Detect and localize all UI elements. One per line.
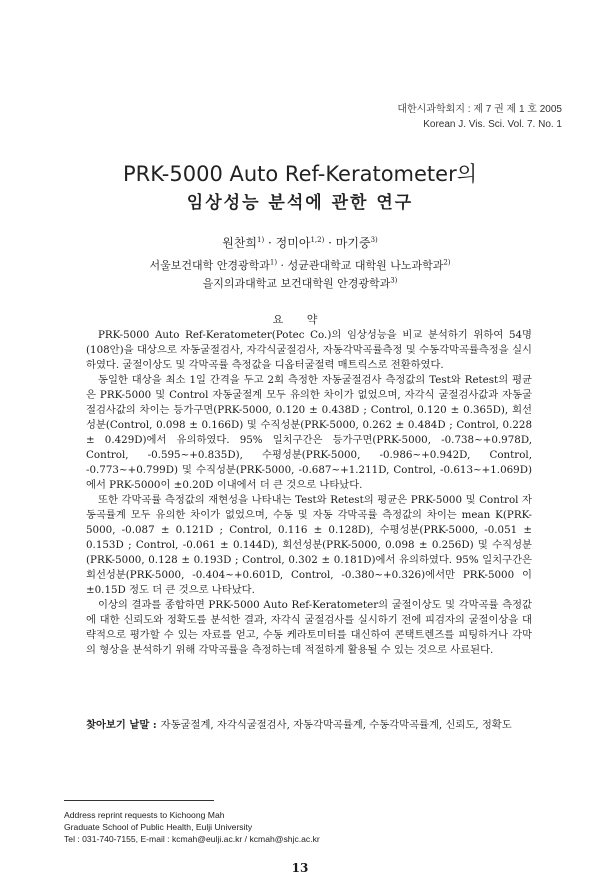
abstract-paragraph: 또한 각막곡률 측정값의 재현성을 나타내는 Test와 Retest의 평균은 PRK-5000 및 Control 자동곡률계 모두 유의한 차이가 없었으며, 수동 및 자동 각막곡률 측정값의 차이는 mean K(PRK-5000, -0.087 ± 0.121D ; Control, 0.116 ± 0.128D), 수평성분(PRK-5000, -0.051 ± 0.153D ; Control, -0.061 ± 0.144D), 회선성분(PRK-5000, 0.098 ± 0.256D) 및 수직성분(PRK-5000, 0.128 ± 0.193D ; Control, 0.302 ± 0.181D)에서 유의하였다. 95% 일치구간은 회선성분(PRK-5000, -0.404~+0.601D, Control, -0.380~+0.326)에서만 PRK-5000 이 ±0.15D 정도 더 큰 것으로 나타났다. <box>86 494 532 596</box>
affiliation-line-2 <box>0 275 600 291</box>
author-3-sup: 3) <box>370 236 378 244</box>
author-sep: · <box>264 236 276 250</box>
footnote-line-1: Address reprint requests to Kichoong Mah <box>64 810 225 820</box>
author-3: 마기중 <box>335 236 371 250</box>
abstract-paragraph: PRK-5000 Auto Ref-Keratometer(Potec Co.)의 임상성능을 비교 분석하기 위하여 54명(108안)을 대상으로 자동굴절검사, 자각식굴절검사, 자동각막곡률측정 및 수동각막곡률측정을 실시하였다. 굴절이상도 및 각막곡률 측정값을 디옵터굴절력 매트릭스로 전환하였다. <box>86 329 532 371</box>
author-2-sup: 1,2) <box>310 236 325 244</box>
abstract-paragraph: 이상의 결과를 종합하면 PRK-5000 Auto Ref-Keratometer의 굴절이상도 및 각막곡률 측정값에 대한 신뢰도와 정확도를 분석한 결과, 자각식 굴절검사를 실시하기 전에 피검자의 굴절이상을 대략적으로 평가할 수 있는 자료를 얻고, 수동 케라토미터를 대신하여 콘택트렌즈를 피팅하거나 각막의 형상을 분석하기 위해 각막곡률을 측정하는데 적절하게 활용될 수 있는 것으로 사료된다. <box>86 599 532 656</box>
affiliation-1-sup: 1) <box>269 258 278 267</box>
abstract-paragraph: 동일한 대상을 최소 1일 간격을 두고 2회 측정한 자동굴절검사 측정값의 Test와 Retest의 평균은 PRK-5000 및 Control 자동굴절계 모두 유의한 차이가 없었으며, 자각식 굴절검사값과 자동굴절검사값의 차이는 등가구면(PRK-5000, 0.120 ± 0.438D ; Control, 0.120 ± 0.365D), 회선성분(Control, 0.098 ± 0.166D) 및 수직성분(PRK-5000, 0.262 ± 0.484D ; Control, 0.228 ± 0.429D)에서 유의하였다. 95% 일치구간은 등가구면(PRK-5000, -0.738~+0.978D, Control, -0.595~+0.835D), 수평성분(PRK-5000, -0.986~+0.942D, Control, -0.773~+0.799D) 및 수직성분(PRK-5000, -0.687~+1.211D, Control, -0.613~+1.069D)에서 PRK-5000이 ±0.20D 이내에서 더 큰 것으로 나타났다. <box>86 374 532 491</box>
author-1: 원찬희 <box>222 236 258 250</box>
affiliation-3: 을지의과대학교 보건대학원 안경광학과 <box>202 277 391 290</box>
affiliation-2: 성균관대학교 대학원 나노과학과 <box>287 259 444 272</box>
author-2: 정미아 <box>275 236 311 250</box>
journal-english: Korean J. Vis. Sci. Vol. 7. No. 1 <box>423 119 562 130</box>
affiliation-sep: · <box>277 259 288 272</box>
affiliation-2-sup: 2) <box>443 258 451 267</box>
abstract-heading: 요 약 <box>272 313 328 326</box>
footnote-line-3: Tel : 031-740-7155, E-mail : kcmah@eulji.ac.kr / kcmah@shjc.ac.kr <box>64 834 320 844</box>
title-line-1: PRK-5000 Auto Ref-Keratometer의 <box>122 162 478 186</box>
affiliation-line-1 <box>0 257 600 273</box>
footnote-divider <box>64 800 214 801</box>
footnote-line-2: Graduate School of Public Health, Eulji University <box>64 822 253 832</box>
title-line-2: 임상성능 분석에 관한 연구 <box>186 193 414 213</box>
author-1-sup: 1) <box>257 236 265 244</box>
affiliation-1: 서울보건대학 안경광학과 <box>149 259 270 272</box>
page-number: 13 <box>291 861 309 875</box>
abstract-body <box>86 328 532 658</box>
keywords-text: 자동굴절계, 자각식굴절검사, 자동각막곡률계, 수동각막곡률계, 신뢰도, 정확도 <box>160 719 512 731</box>
footnote <box>64 809 320 845</box>
affiliation-3-sup: 3) <box>390 276 398 285</box>
author-sep: · <box>324 236 336 250</box>
keywords <box>86 718 532 733</box>
keywords-label: 찾아보기 낱말 : <box>86 719 157 731</box>
journal-korean: 대한시과학회지 : 제 7 권 제 1 호 2005 <box>397 104 562 115</box>
journal-header <box>397 102 562 132</box>
author-list <box>0 234 600 251</box>
